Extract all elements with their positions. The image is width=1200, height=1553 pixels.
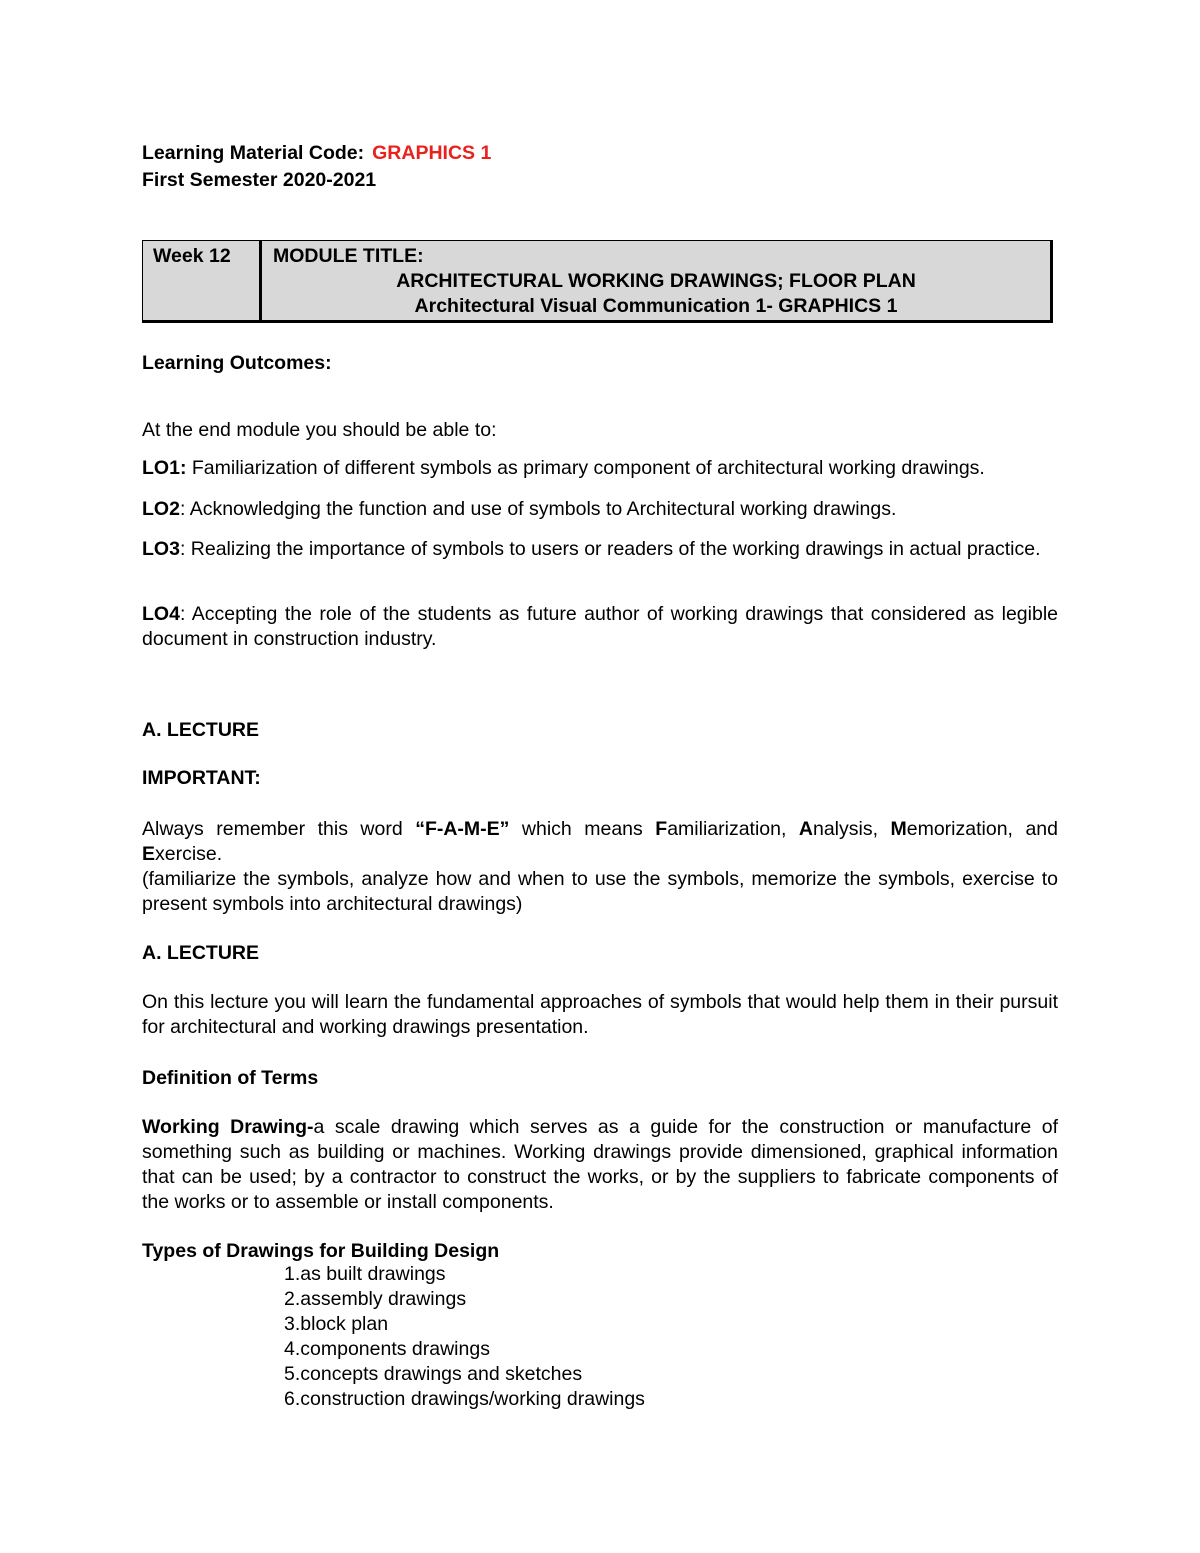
outcome-tag: LO4 bbox=[142, 603, 180, 625]
outcome-lo2: LO2: Acknowledging the function and use of symbols to Architectural working drawings. bbox=[142, 498, 897, 520]
lecture-heading-2: A. LECTURE bbox=[142, 942, 259, 964]
working-drawing-definition bbox=[142, 1115, 1058, 1215]
fame-word: “F-A-M-E” bbox=[415, 818, 510, 840]
outcome-tag: LO2 bbox=[142, 498, 180, 520]
definition-term: Working Drawing- bbox=[142, 1116, 314, 1138]
outcome-lo3: LO3: Realizing the importance of symbols to users or readers of the working drawings in actual practice. bbox=[142, 538, 1041, 560]
outcome-tag: LO1 bbox=[142, 457, 180, 479]
important-heading: IMPORTANT: bbox=[142, 767, 261, 789]
fame-note: (familiarize the symbols, analyze how and when to use the symbols, memorize the symbols, exercise to present symbols into architectural drawings) bbox=[142, 868, 1058, 915]
material-code-line bbox=[142, 141, 491, 166]
types-list bbox=[284, 1262, 645, 1412]
lecture-heading: A. LECTURE bbox=[142, 719, 259, 741]
week-label: Week 12 bbox=[153, 245, 231, 267]
module-title-label: MODULE TITLE: bbox=[273, 245, 424, 267]
list-item: 4.components drawings bbox=[284, 1338, 490, 1360]
list-item: 5.concepts drawings and sketches bbox=[284, 1363, 583, 1385]
list-item: 2.assembly drawings bbox=[284, 1288, 467, 1310]
outcome-lo4: LO4: Accepting the role of the students as future author of working drawings that considered as legible document in construction industry. bbox=[142, 603, 1058, 650]
definition-text: a scale drawing which serves as a guide for the construction or manufacture of something such as building or machines. Working drawings provide dimensioned, graphical information that can be used; by a contractor to construct the works, or by the suppliers to fabricate components of the works or to assemble or install components. bbox=[142, 1116, 1058, 1213]
outcomes-intro: At the end module you should be able to: bbox=[142, 419, 497, 441]
module-title-box bbox=[142, 240, 1053, 323]
outcome-tag: LO3 bbox=[142, 538, 180, 560]
module-subtitle: Architectural Visual Communication 1- GRAPHICS 1 bbox=[414, 295, 898, 317]
list-item: 1.as built drawings bbox=[284, 1263, 446, 1285]
semester-line: First Semester 2020-2021 bbox=[142, 169, 377, 191]
list-item: 6.construction drawings/working drawings bbox=[284, 1388, 645, 1410]
outcome-lo1: LO1: Familiarization of different symbols as primary component of architectural working drawings. bbox=[142, 457, 985, 479]
outcome-text: Acknowledging the function and use of symbols to Architectural working drawings. bbox=[189, 498, 897, 520]
material-code-label: Learning Material Code: bbox=[142, 142, 365, 164]
list-item: 3.block plan bbox=[284, 1313, 389, 1335]
learning-outcomes-heading: Learning Outcomes: bbox=[142, 352, 332, 374]
fame-paragraph: Always remember this word “F-A-M-E” which means Familiarization, Analysis, Memorization, and Exercise. bbox=[142, 818, 1058, 865]
lecture-intro: On this lecture you will learn the fundamental approaches of symbols that would help them in their pursuit for architectural and working drawings presentation. bbox=[142, 991, 1058, 1038]
module-title: ARCHITECTURAL WORKING DRAWINGS; FLOOR PLAN bbox=[396, 270, 916, 292]
outcome-text: Realizing the importance of symbols to users or readers of the working drawings in actual practice. bbox=[190, 538, 1041, 560]
definition-heading: Definition of Terms bbox=[142, 1067, 319, 1089]
outcome-text: Familiarization of different symbols as primary component of architectural working drawings. bbox=[191, 457, 985, 479]
types-heading: Types of Drawings for Building Design bbox=[142, 1240, 500, 1262]
material-code-value: GRAPHICS 1 bbox=[372, 142, 492, 164]
outcome-text: Accepting the role of the students as future author of working drawings that considered as legible document in construction industry. bbox=[142, 603, 1058, 650]
